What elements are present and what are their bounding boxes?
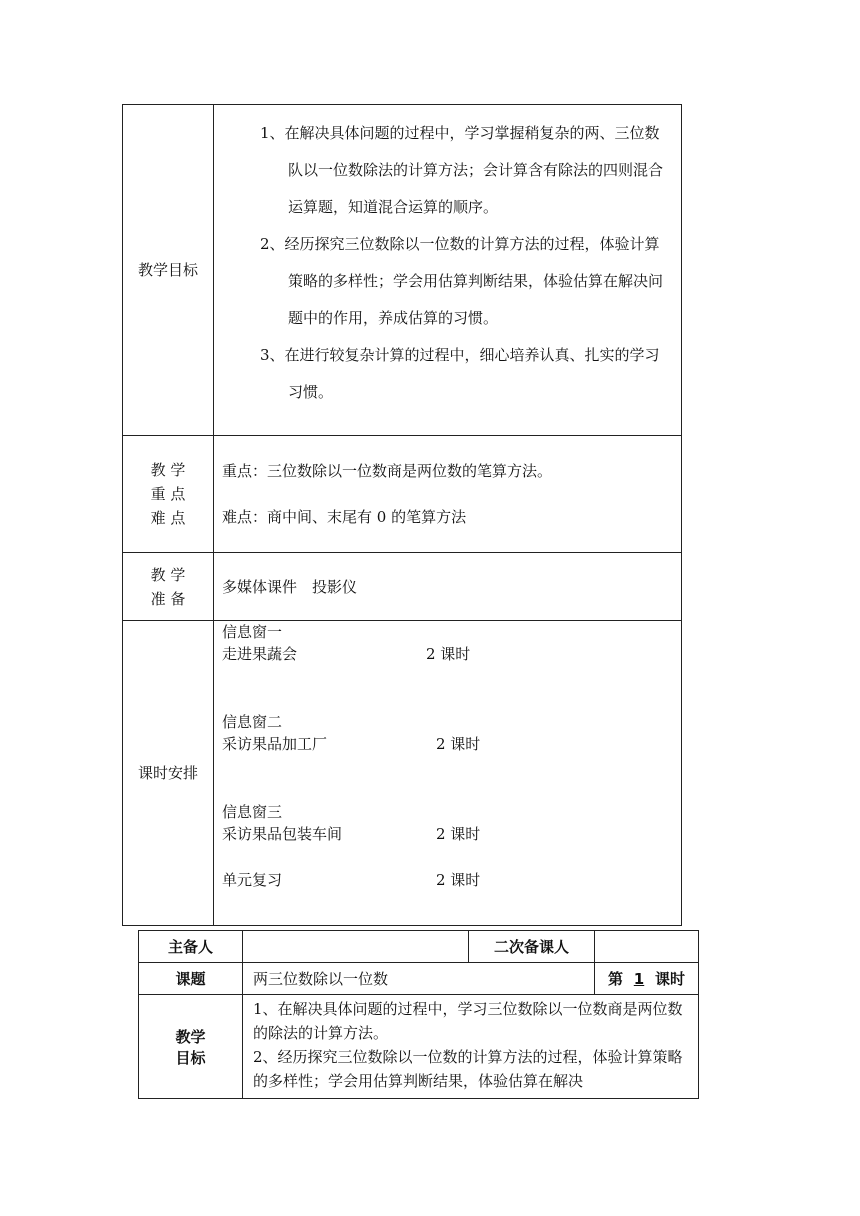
key-point: 重点：三位数除以一位数商是两位数的笔算方法。: [222, 462, 553, 480]
lesson-number-cell: 第 1 课时: [595, 963, 699, 995]
objective-label: 教学目标: [123, 105, 214, 436]
objective-item: 2、经历探究三位数除以一位数的计算方法的过程，体验计算策略的多样性；学会用估算判断结果，体验估算在解决问题中的作用，养成估算的习惯。: [260, 235, 664, 327]
objective-cell: [214, 105, 682, 436]
prep-label: 教 学 准 备: [123, 553, 214, 621]
schedule-window: 信息窗二: [222, 713, 283, 731]
difficult-point: 难点：商中间、末尾有 0 的笔算方法: [222, 508, 467, 526]
schedule-topic: 采访果品加工厂: [222, 735, 328, 753]
unit-plan-table: [122, 104, 682, 926]
objective-item: 3、在进行较复杂计算的过程中，细心培养认真、扎实的学习习惯。: [260, 346, 660, 401]
schedule-hours: 2 课时: [426, 645, 471, 663]
second-preparer-label: 二次备课人: [469, 931, 595, 963]
keypoint-label: 教 学 重 点 难 点: [123, 436, 214, 553]
schedule-topic: 单元复习: [222, 871, 283, 889]
schedule-topic: 走进果蔬会: [222, 645, 298, 663]
main-preparer-value: [243, 931, 469, 963]
schedule-hours: 2 课时: [436, 825, 481, 843]
lesson-objective-label: 教学 目标: [139, 995, 243, 1099]
schedule-topic: 采访果品包装车间: [222, 825, 343, 843]
schedule-window: 信息窗三: [222, 803, 283, 821]
lesson-objective-item: 2、经历探究三位数除以一位数的计算方法的过程，体验计算策略的多样性；学会用估算判断结果，体验估算在解决: [253, 1048, 683, 1090]
schedule-hours: 2 课时: [436, 735, 481, 753]
topic-label: 课题: [139, 963, 243, 995]
main-preparer-label: 主备人: [139, 931, 243, 963]
schedule-hours: 2 课时: [436, 871, 481, 889]
lesson-objective-cell: [243, 995, 699, 1099]
topic-value: 两三位数除以一位数: [243, 963, 595, 995]
schedule-window: 信息窗一: [222, 623, 283, 641]
lesson-plan-table: [138, 930, 699, 1099]
prep-cell: 多媒体课件 投影仪: [214, 553, 682, 621]
lesson-number: 1: [633, 970, 645, 988]
keypoint-cell: [214, 436, 682, 553]
objective-item: 1、在解决具体问题的过程中，学习掌握稍复杂的两、三位数队以一位数除法的计算方法；会计算含有除法的四则混合运算题，知道混合运算的顺序。: [260, 124, 664, 216]
lesson-objective-item: 1、在解决具体问题的过程中，学习三位数除以一位数商是两位数的除法的计算方法。: [253, 1000, 683, 1042]
second-preparer-value: [595, 931, 699, 963]
schedule-cell: [214, 621, 682, 926]
schedule-label: 课时安排: [123, 621, 214, 926]
